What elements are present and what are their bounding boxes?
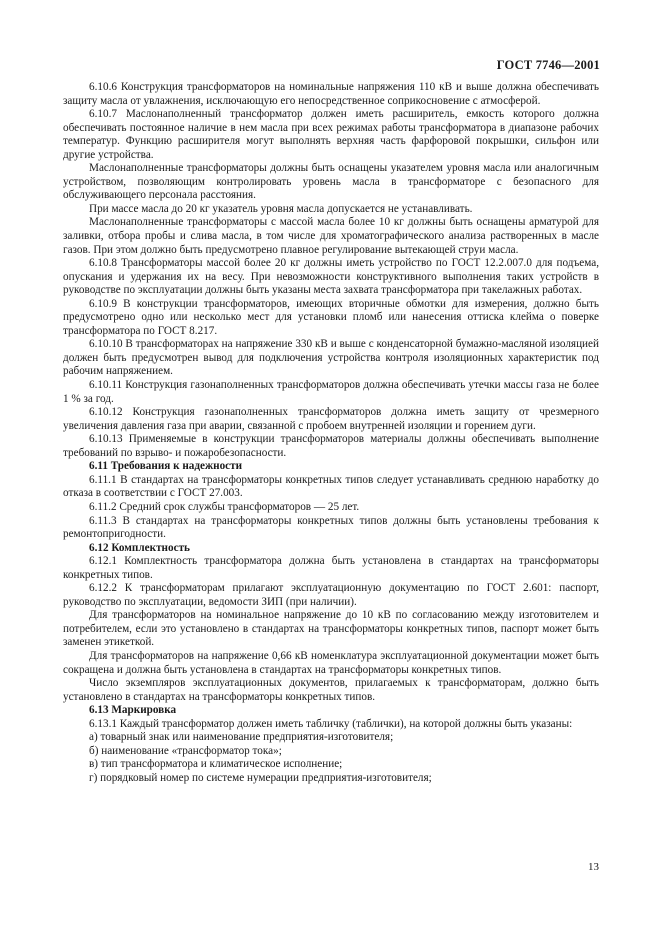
list-item: б) наименование «трансформатор тока»;	[89, 744, 282, 757]
paragraph: 6.10.8 Трансформаторы массой более 20 кг должны иметь устройство по ГОСТ 12.2.007.0 для подъема, опускания и удержания их на весу. При невозможности конструктивного выполнения таких устройств в руководстве по эксплуатации должны быть указаны места захвата трансформатора при такелажных работах.	[63, 257, 599, 297]
list-item: а) товарный знак или наименование предприятия-изготовителя;	[89, 731, 394, 744]
list-item: в) тип трансформатора и климатическое исполнение;	[89, 758, 343, 771]
paragraph: Маслонаполненные трансформаторы с массой масла более 10 кг должны быть оснащены арматурой для заливки, отбора пробы и слива масла, в том числе для хроматографического анализа растворенных в масле газов. При этом должно быть предусмотрено плавное регулирование вытекающей струи масла.	[63, 216, 599, 256]
paragraph: 6.10.10 В трансформаторах на напряжение 330 кВ и выше с конденсаторной бумажно-масляной изоляцией должен быть предусмотрен вывод для подключения устройства контроля изоляционных характеристик под рабочим напряжением.	[63, 338, 599, 378]
paragraph: Число экземпляров эксплуатационных документов, прилагаемых к трансформаторам, должно быть установлено в стандартах на трансформаторы конкретных типов.	[63, 677, 599, 703]
paragraph: 6.10.12 Конструкция газонаполненных трансформаторов должна иметь защиту от чрезмерного увеличения давления газа при аварии, связанной с пробоем внутренней изоляции и горением дуги.	[63, 406, 599, 432]
paragraph: 6.10.7 Маслонаполненный трансформатор должен иметь расширитель, емкость которого должна обеспечивать постоянное наличие в нем масла при всех режимах работы трансформатора в диапазоне рабочих температур. Функцию расширителя могут выполнять верхняя часть фарфоровой покрышки, сильфон или другие устройства.	[63, 108, 599, 161]
paragraph: 6.12.1 Комплектность трансформатора должна быть установлена в стандартах на трансформаторы конкретных типов.	[63, 555, 599, 581]
paragraph: Для трансформаторов на номинальное напряжение до 10 кВ по согласованию между изготовителем и потребителем, если это установлено в стандартах на трансформаторы конкретных типов, паспорт может быть заменен этикеткой.	[63, 609, 599, 649]
paragraph: 6.10.11 Конструкция газонаполненных трансформаторов должна обеспечивать утечки массы газа не более 1 % за год.	[63, 379, 599, 405]
paragraph: 6.13.1 Каждый трансформатор должен иметь табличку (таблички), на которой должны быть указаны:	[89, 717, 573, 730]
paragraph: 6.10.9 В конструкции трансформаторов, имеющих вторичные обмотки для измерения, должно быть предусмотрено одно или несколько мест для установки пломб или нанесения оттиска клейма о поверке трансформатора по ГОСТ 8.217.	[63, 297, 599, 337]
list-item: г) порядковый номер по системе нумерации предприятия-изготовителя;	[89, 771, 432, 784]
standard-header: ГОСТ 7746—2001	[496, 58, 600, 72]
section-heading-marking: 6.13 Маркировка	[89, 704, 177, 717]
paragraph: 6.10.13 Применяемые в конструкции трансформаторов материалы должны обеспечивать выполнение требований по взрыво- и пожаробезопасности.	[63, 433, 599, 459]
paragraph: 6.12.2 К трансформаторам прилагают эксплуатационную документацию по ГОСТ 2.601: паспорт, руководство по эксплуатации, ведомости ЗИП (при наличии).	[63, 582, 599, 608]
paragraph: При массе масла до 20 кг указатель уровня масла допускается не устанавливать.	[89, 202, 473, 215]
section-heading-completeness: 6.12 Комплектность	[89, 541, 190, 554]
document-body	[63, 81, 599, 785]
paragraph: 6.11.1 В стандартах на трансформаторы конкретных типов следует устанавливать среднюю наработку до отказа в соответствии с ГОСТ 27.003.	[63, 473, 599, 500]
paragraph: Маслонаполненные трансформаторы должны быть оснащены указателем уровня масла или аналогичным устройством, позволяющим контролировать уровень масла в трансформаторе с безопасного для обслуживающего персонала расстояния.	[63, 162, 599, 202]
paragraph: 6.11.2 Средний срок службы трансформаторов — 25 лет.	[89, 500, 360, 513]
section-heading-reliability: 6.11 Требования к надежности	[89, 460, 243, 473]
paragraph: 6.10.6 Конструкция трансформаторов на номинальные напряжения 110 кВ и выше должна обеспечивать защиту масла от увлажнения, исключающую его непосредственное соприкосновение с атмосферой.	[63, 81, 599, 107]
paragraph: Для трансформаторов на напряжение 0,66 кВ номенклатура эксплуатационной документации может быть сокращена и должна быть установлена в стандартах на трансформаторы конкретных типов.	[63, 649, 599, 676]
paragraph: 6.11.3 В стандартах на трансформаторы конкретных типов должны быть установлены требования к ремонтопригодности.	[63, 514, 599, 541]
page-number: 13	[588, 861, 599, 873]
